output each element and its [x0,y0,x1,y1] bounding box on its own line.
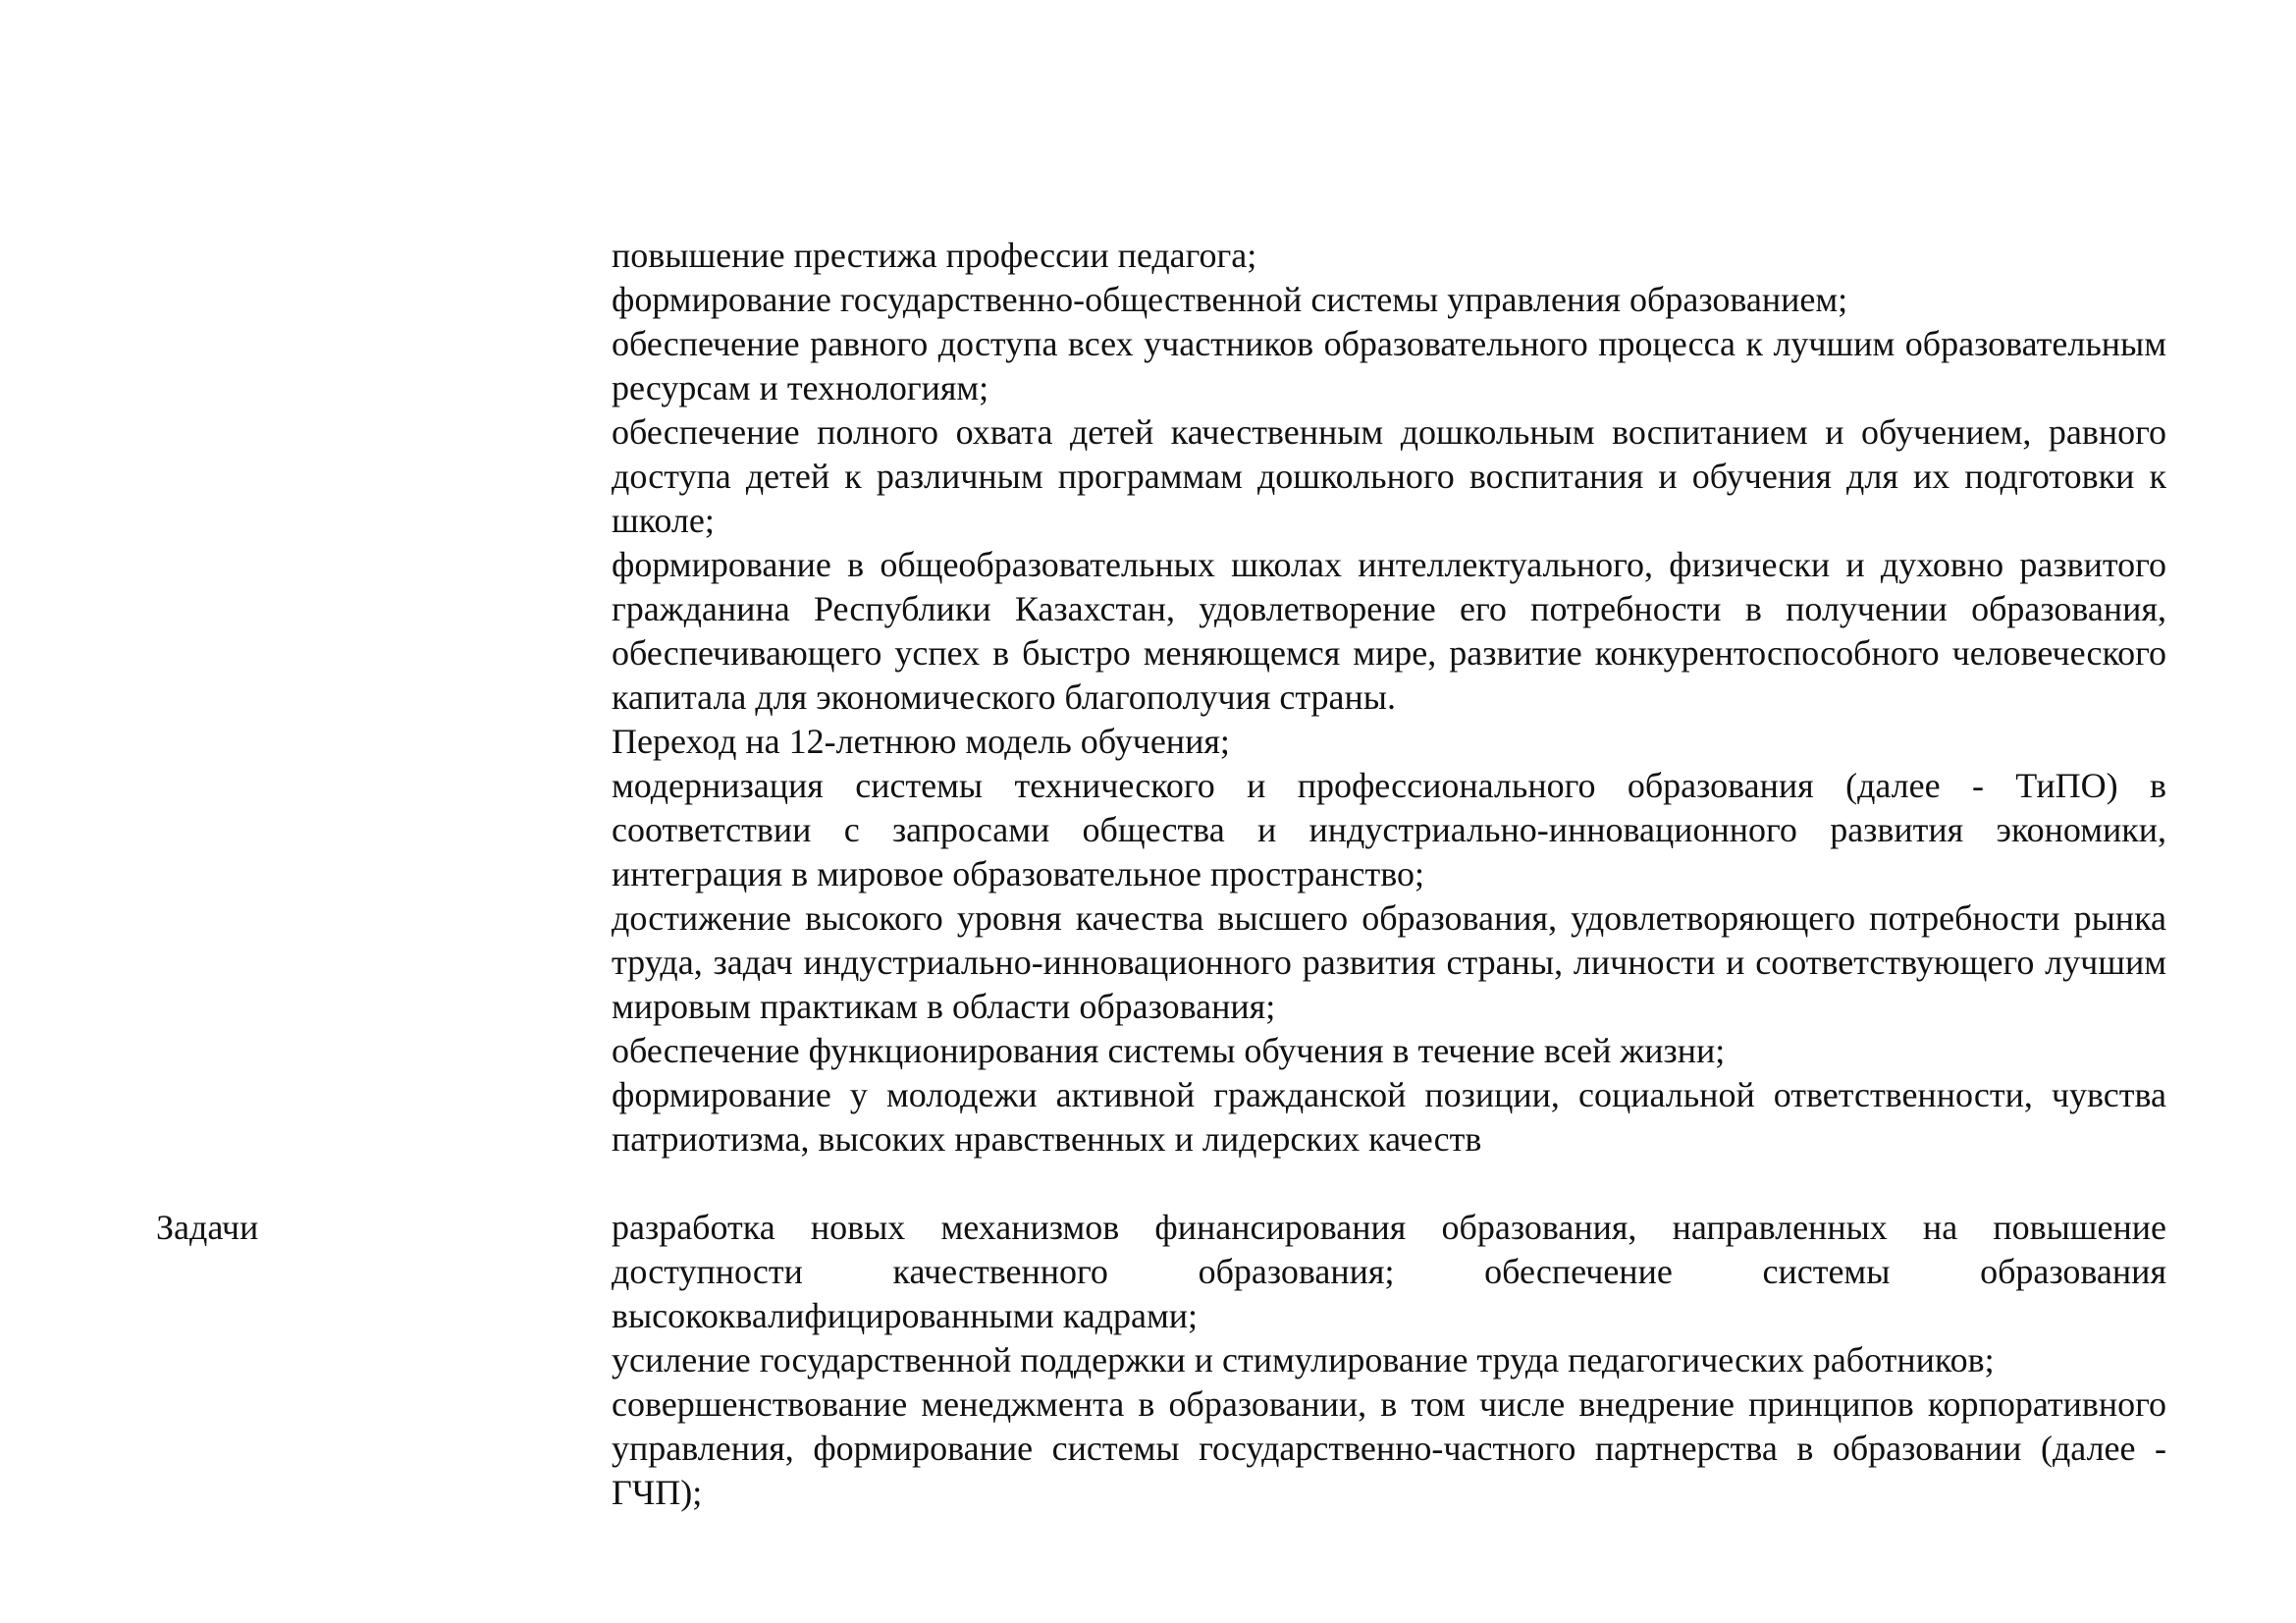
goal-item: повышение престижа профессии педагога; [612,236,1257,275]
task-item: совершенствование менеджмента в образовании, в том числе внедрение принципов корпоративного управления, формирование системы государственно-частного партнерства в образовании (далее - ГЧП); [612,1384,2166,1512]
tasks-label: Задачи [156,1208,259,1247]
task-item: усиление государственной поддержки и стимулирование труда педагогических работников; [612,1340,1995,1380]
tasks-list [612,1206,2166,1515]
goal-item: формирование государственно-общественной системы управления образованием; [612,280,1848,319]
goal-item: формирование у молодежи активной гражданской позиции, социальной ответственности, чувства патриотизма, высоких нравственных и лидерских качеств [612,1075,2166,1159]
goal-item: обеспечение полного охвата детей качественным дошкольным воспитанием и обучением, равного доступа детей к различным программам дошкольного воспитания и обучения для их подготовки к школе; [612,412,2166,540]
goal-item: модернизация системы технического и профессионального образования (далее - ТиПО) в соответствии с запросами общества и индустриально-инновационного развития экономики, интеграция в мировое образовательное пространство; [612,766,2166,893]
goals-list [612,234,2166,1162]
goal-item: формирование в общеобразовательных школах интеллектуального, физически и духовно развитого гражданина Республики Казахстан, удовлетворение его потребности в получении образования, обеспечивающего успех в быстро меняющемся мире, развитие конкурентоспособного человеческого капитала для экономического благополучия страны. [612,545,2166,717]
task-item: разработка новых механизмов финансирования образования, направленных на повышение доступности качественного образования; обеспечение системы образования высококвалифицированными кадрами; [612,1208,2166,1335]
goal-item: обеспечение функционирования системы обучения в течение всей жизни; [612,1031,1726,1070]
goal-item: обеспечение равного доступа всех участников образовательного процесса к лучшим образовательным ресурсам и технологиям; [612,324,2166,407]
goal-item: достижение высокого уровня качества высшего образования, удовлетворяющего потребности рынка труда, задач индустриально-инновационного развития страны, личности и соответствующего лучшим мировым практикам в области образования; [612,898,2166,1026]
goal-item: Переход на 12-летнюю модель обучения; [612,722,1230,761]
